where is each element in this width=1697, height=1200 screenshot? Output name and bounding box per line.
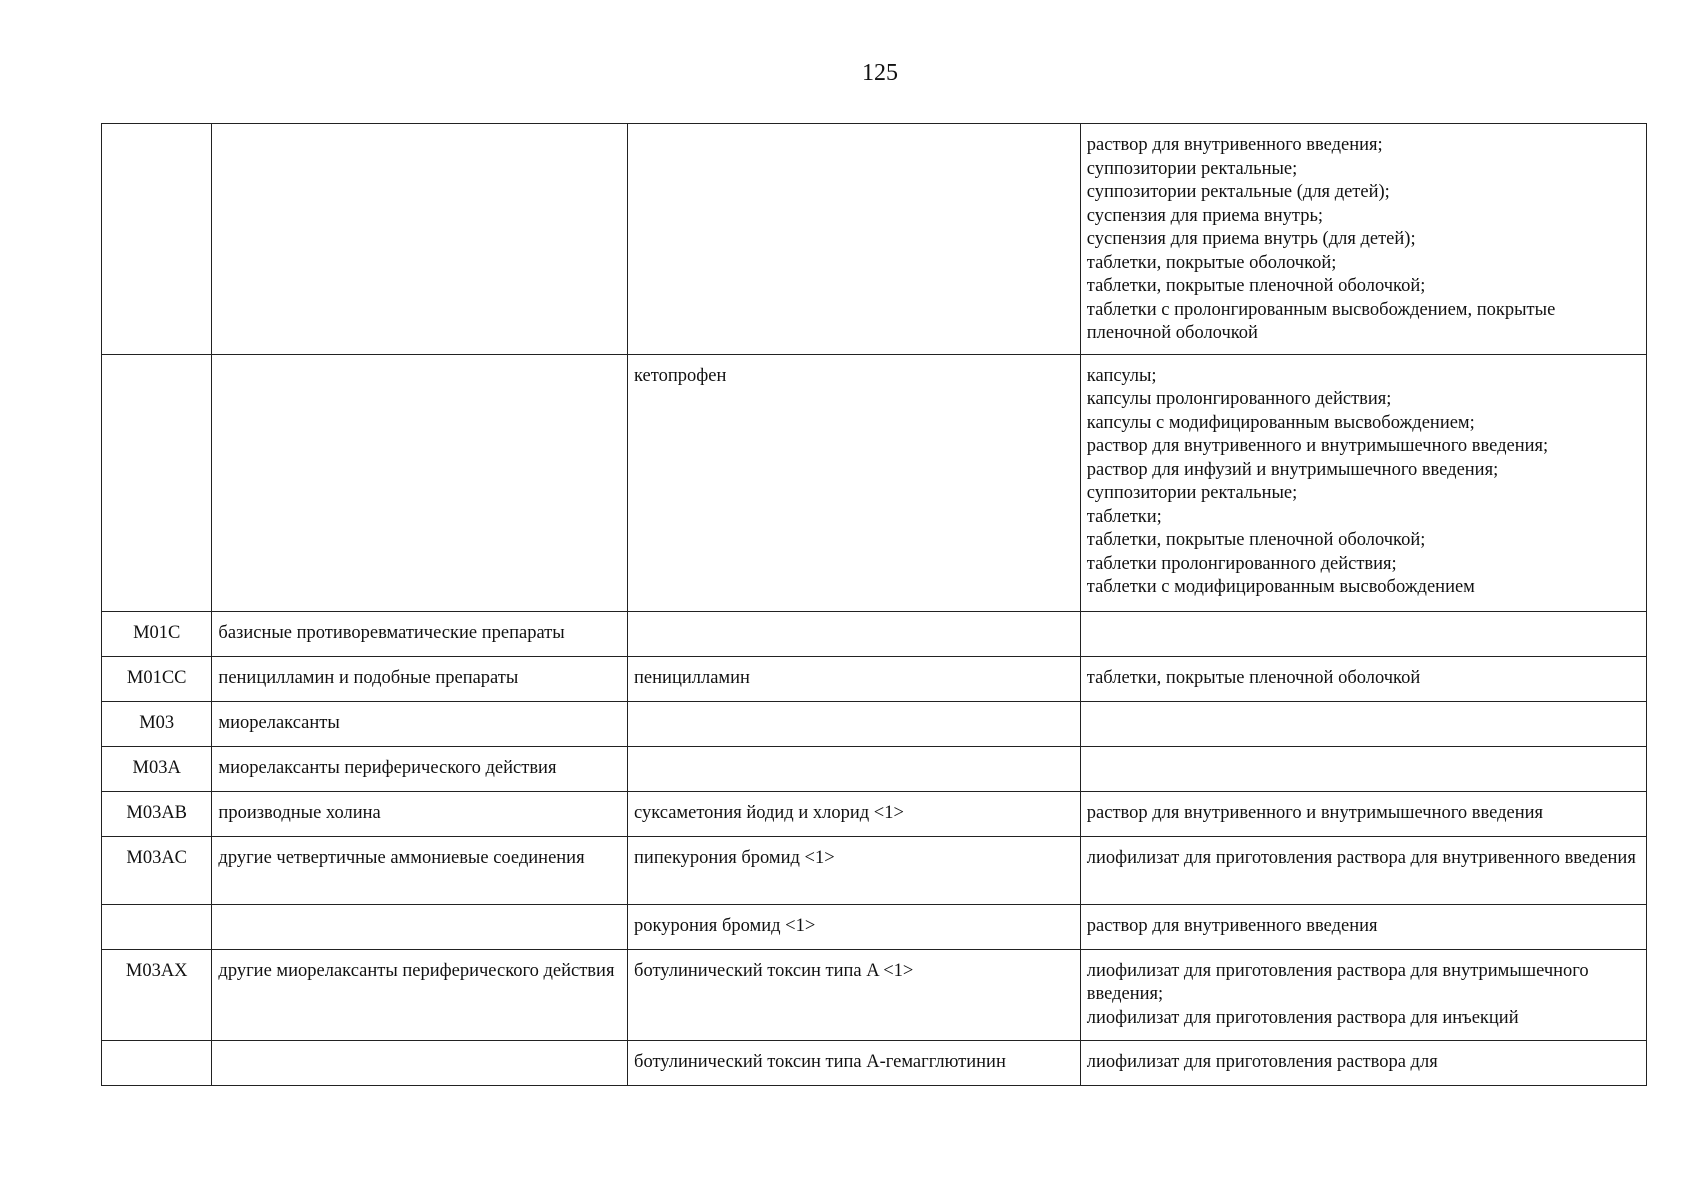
group-name-cell: миорелаксанты bbox=[212, 701, 628, 746]
group-name-cell: базисные противоревматические препараты bbox=[212, 611, 628, 656]
table-row bbox=[102, 949, 1647, 1040]
group-name-cell: пеницилламин и подобные препараты bbox=[212, 656, 628, 701]
table-row bbox=[102, 904, 1647, 949]
dosage-forms-cell bbox=[1080, 611, 1646, 656]
group-name-cell: другие четвертичные аммониевые соединения bbox=[212, 836, 628, 904]
dosage-forms-cell bbox=[1080, 746, 1646, 791]
table-row bbox=[102, 354, 1647, 611]
group-name-cell: производные холина bbox=[212, 791, 628, 836]
group-name-cell bbox=[212, 904, 628, 949]
drug-name-cell: пипекурония бромид <1> bbox=[628, 836, 1081, 904]
table-row bbox=[102, 611, 1647, 656]
drug-name-cell: рокурония бромид <1> bbox=[628, 904, 1081, 949]
table-row bbox=[102, 656, 1647, 701]
table-row bbox=[102, 124, 1647, 355]
dosage-forms-cell: раствор для внутривенного введения bbox=[1080, 904, 1646, 949]
atc-code-cell bbox=[102, 124, 212, 355]
table-row bbox=[102, 746, 1647, 791]
drug-name-cell bbox=[628, 701, 1081, 746]
group-name-cell bbox=[212, 354, 628, 611]
dosage-forms-cell: лиофилизат для приготовления раствора для внутривенного введения bbox=[1080, 836, 1646, 904]
atc-code-cell: M03AC bbox=[102, 836, 212, 904]
group-name-cell bbox=[212, 124, 628, 355]
atc-code-cell bbox=[102, 1040, 212, 1085]
dosage-forms-cell bbox=[1080, 701, 1646, 746]
dosage-forms-cell: таблетки, покрытые пленочной оболочкой bbox=[1080, 656, 1646, 701]
atc-code-cell bbox=[102, 904, 212, 949]
table-row bbox=[102, 1040, 1647, 1085]
dosage-forms-cell: капсулы; капсулы пролонгированного действия; капсулы с модифицированным высвобождением; раствор для внутривенного и внутримышечного введения; раствор для инфузий и внутримышечного введения; суппозитории ректальные; таблетки; таблетки, покрытые пленочной оболочкой; таблетки пролонгированного действия; таблетки с модифицированным высвобождением bbox=[1080, 354, 1646, 611]
drug-name-cell: кетопрофен bbox=[628, 354, 1081, 611]
group-name-cell bbox=[212, 1040, 628, 1085]
dosage-forms-cell: раствор для внутривенного введения; суппозитории ректальные; суппозитории ректальные (для детей); суспензия для приема внутрь; суспензия для приема внутрь (для детей); таблетки, покрытые оболочкой; таблетки, покрытые пленочной оболочкой; таблетки с пролонгированным высвобождением, покрытые пленочной оболочкой bbox=[1080, 124, 1646, 355]
atc-code-cell: M03AX bbox=[102, 949, 212, 1040]
dosage-forms-cell: лиофилизат для приготовления раствора для внутримышечного введения; лиофилизат для приготовления раствора для инъекций bbox=[1080, 949, 1646, 1040]
group-name-cell: другие миорелаксанты периферического действия bbox=[212, 949, 628, 1040]
page-number: 125 bbox=[862, 60, 898, 86]
atc-code-cell bbox=[102, 354, 212, 611]
atc-code-cell: M01CC bbox=[102, 656, 212, 701]
dosage-forms-cell: лиофилизат для приготовления раствора для bbox=[1080, 1040, 1646, 1085]
group-name-cell: миорелаксанты периферического действия bbox=[212, 746, 628, 791]
table-row bbox=[102, 836, 1647, 904]
atc-code-cell: M03A bbox=[102, 746, 212, 791]
drug-name-cell bbox=[628, 124, 1081, 355]
atc-code-cell: M03 bbox=[102, 701, 212, 746]
drug-name-cell bbox=[628, 611, 1081, 656]
table-row bbox=[102, 701, 1647, 746]
dosage-forms-cell: раствор для внутривенного и внутримышечного введения bbox=[1080, 791, 1646, 836]
drug-table bbox=[101, 123, 1647, 1086]
table-row bbox=[102, 791, 1647, 836]
drug-name-cell: ботулинический токсин типа A-гемагглютинин bbox=[628, 1040, 1081, 1085]
drug-name-cell: пеницилламин bbox=[628, 656, 1081, 701]
atc-code-cell: M03AB bbox=[102, 791, 212, 836]
drug-name-cell: суксаметония йодид и хлорид <1> bbox=[628, 791, 1081, 836]
atc-code-cell: M01C bbox=[102, 611, 212, 656]
drug-name-cell bbox=[628, 746, 1081, 791]
drug-name-cell: ботулинический токсин типа A <1> bbox=[628, 949, 1081, 1040]
